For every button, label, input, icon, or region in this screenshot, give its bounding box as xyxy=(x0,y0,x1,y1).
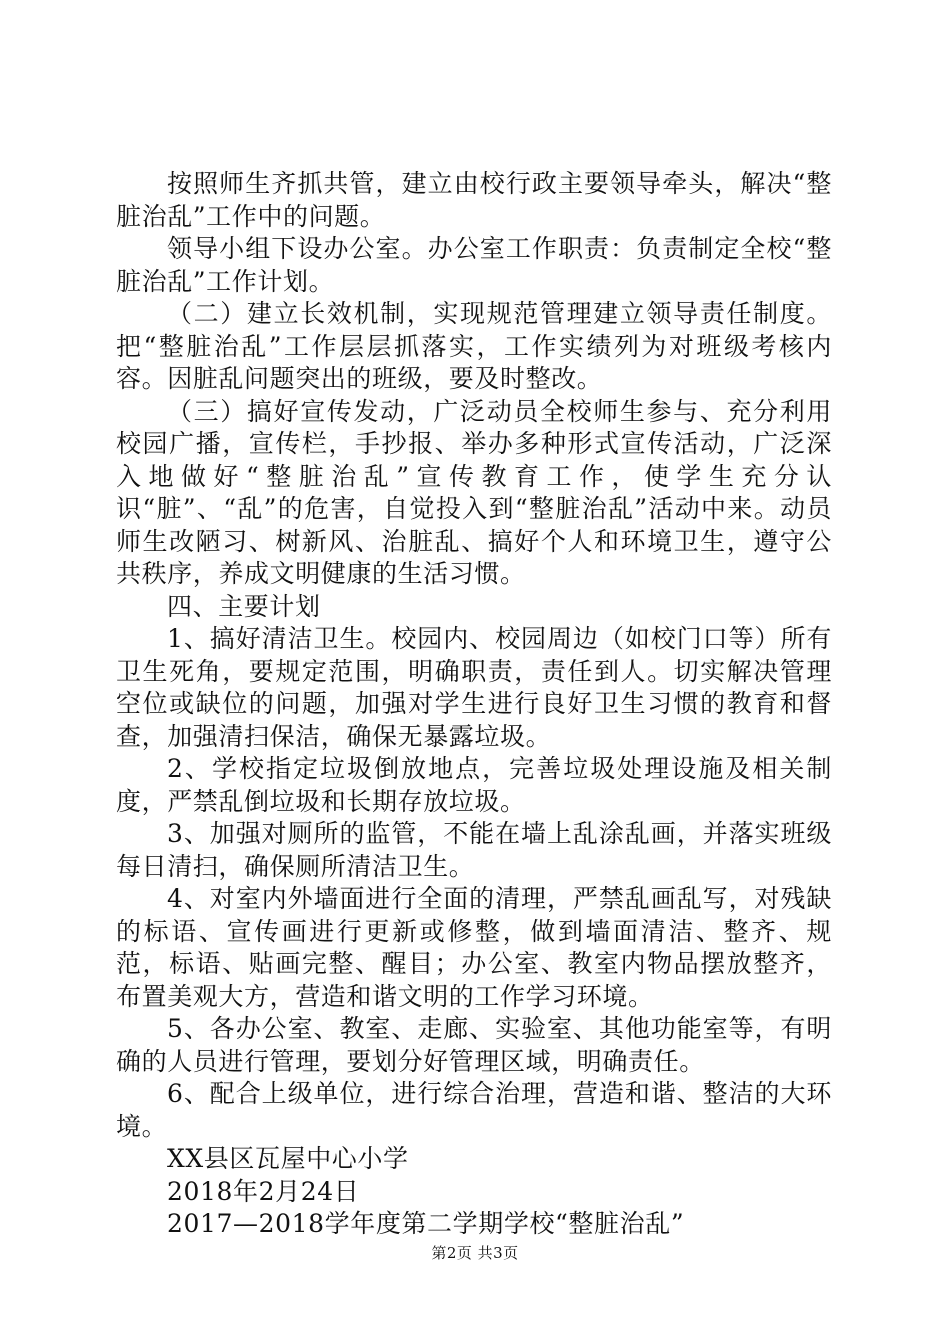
paragraph-4: （三）搞好宣传发动，广泛动员全校师生参与、充分利用校园广播，宣传栏，手抄报、举办多种形式宣传活动，广泛深入地做好“整脏治乱”宣传教育工作，使学生充分认识“脏”、“乱”的危害，自觉投入到“整脏治乱”活动中来。动员师生改陋习、树新风、治脏乱、搞好个人和环境卫生，遵守公共秩序，养成文明健康的生活习惯。 xyxy=(116,396,832,588)
plan-item-5: 5、各办公室、教室、走廊、实验室、其他功能室等，有明确的人员进行管理，要划分好管理区域，明确责任。 xyxy=(116,1014,832,1076)
next-document-title: 2017—2018学年度第二学期学校“整脏治乱” xyxy=(167,1209,685,1238)
section-heading-main-plan: 四、主要计划 xyxy=(167,591,321,621)
signature-date: 2018年2月24日 xyxy=(167,1176,360,1206)
document-body xyxy=(116,168,832,1241)
plan-item-6: 6、配合上级单位，进行综合治理，营造和谐、整洁的大环境。 xyxy=(116,1079,832,1141)
paragraph-3: （二）建立长效机制，实现规范管理建立领导责任制度。把“整脏治乱”工作层层抓落实，工作实绩列为对班级考核内容。因脏乱问题突出的班级，要及时整改。 xyxy=(116,299,832,393)
plan-item-3: 3、加强对厕所的监管，不能在墙上乱涂乱画，并落实班级每日清扫，确保厕所清洁卫生。 xyxy=(116,819,832,881)
paragraph-2: 领导小组下设办公室。办公室工作职责：负责制定全校“整脏治乱”工作计划。 xyxy=(116,234,832,296)
page-footer: 第2页 共3页 xyxy=(431,1244,519,1262)
plan-item-1: 1、搞好清洁卫生。校园内、校园周边（如校门口等）所有卫生死角，要规定范围，明确职责，责任到人。切实解决管理空位或缺位的问题，加强对学生进行良好卫生习惯的教育和督查，加强清扫保洁，确保无暴露垃圾。 xyxy=(116,624,832,751)
signature-organization: XX县区瓦屋中心小学 xyxy=(167,1144,409,1173)
plan-item-4: 4、对室内外墙面进行全面的清理，严禁乱画乱写，对残缺的标语、宣传画进行更新或修整，做到墙面清洁、整齐、规范，标语、贴画完整、醒目；办公室、教室内物品摆放整齐，布置美观大方，营造和谐文明的工作学习环境。 xyxy=(116,884,832,1011)
plan-item-2: 2、学校指定垃圾倒放地点，完善垃圾处理设施及相关制度，严禁乱倒垃圾和长期存放垃圾。 xyxy=(116,754,832,816)
paragraph-1: 按照师生齐抓共管，建立由校行政主要领导牵头，解决“整脏治乱”工作中的问题。 xyxy=(116,169,832,231)
